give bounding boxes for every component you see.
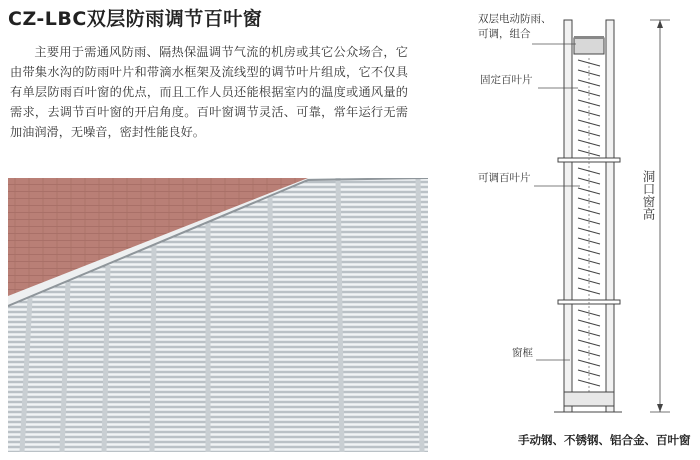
- annotation-motorized-line-2: 可调，组合: [478, 28, 531, 40]
- annotation-motorized: [478, 12, 552, 42]
- section-drawing: [470, 0, 700, 460]
- annotation-frame: 窗框: [512, 347, 533, 359]
- materials-caption: 手动钢、不锈钢、铝合金、百叶窗: [518, 433, 691, 447]
- annotation-motorized-line-1: 双层电动防雨、: [478, 13, 552, 25]
- annotation-adjustable-blade: 可调百叶片: [478, 172, 531, 184]
- annotation-fixed-blade: 固定百叶片: [480, 74, 533, 86]
- product-photo: [8, 178, 428, 452]
- page-title: CZ-LBC双层防雨调节百叶窗: [8, 8, 263, 30]
- product-description: 主要用于需通风防雨、隔热保温调节气流的机房或其它公众场合，它由带集水沟的防雨叶片和带滴水框架及流线型的调节叶片组成，它不仅具有单层防雨百叶窗的优点，而且工作人员还能根据室内的温度或通风量的需求，去调节百叶窗的开启角度。百叶窗调节灵活、可靠，常年运行无需加油润滑，无噪音，密封性能良好。: [10, 45, 408, 139]
- opening-height-label: 洞口窗高: [641, 170, 656, 220]
